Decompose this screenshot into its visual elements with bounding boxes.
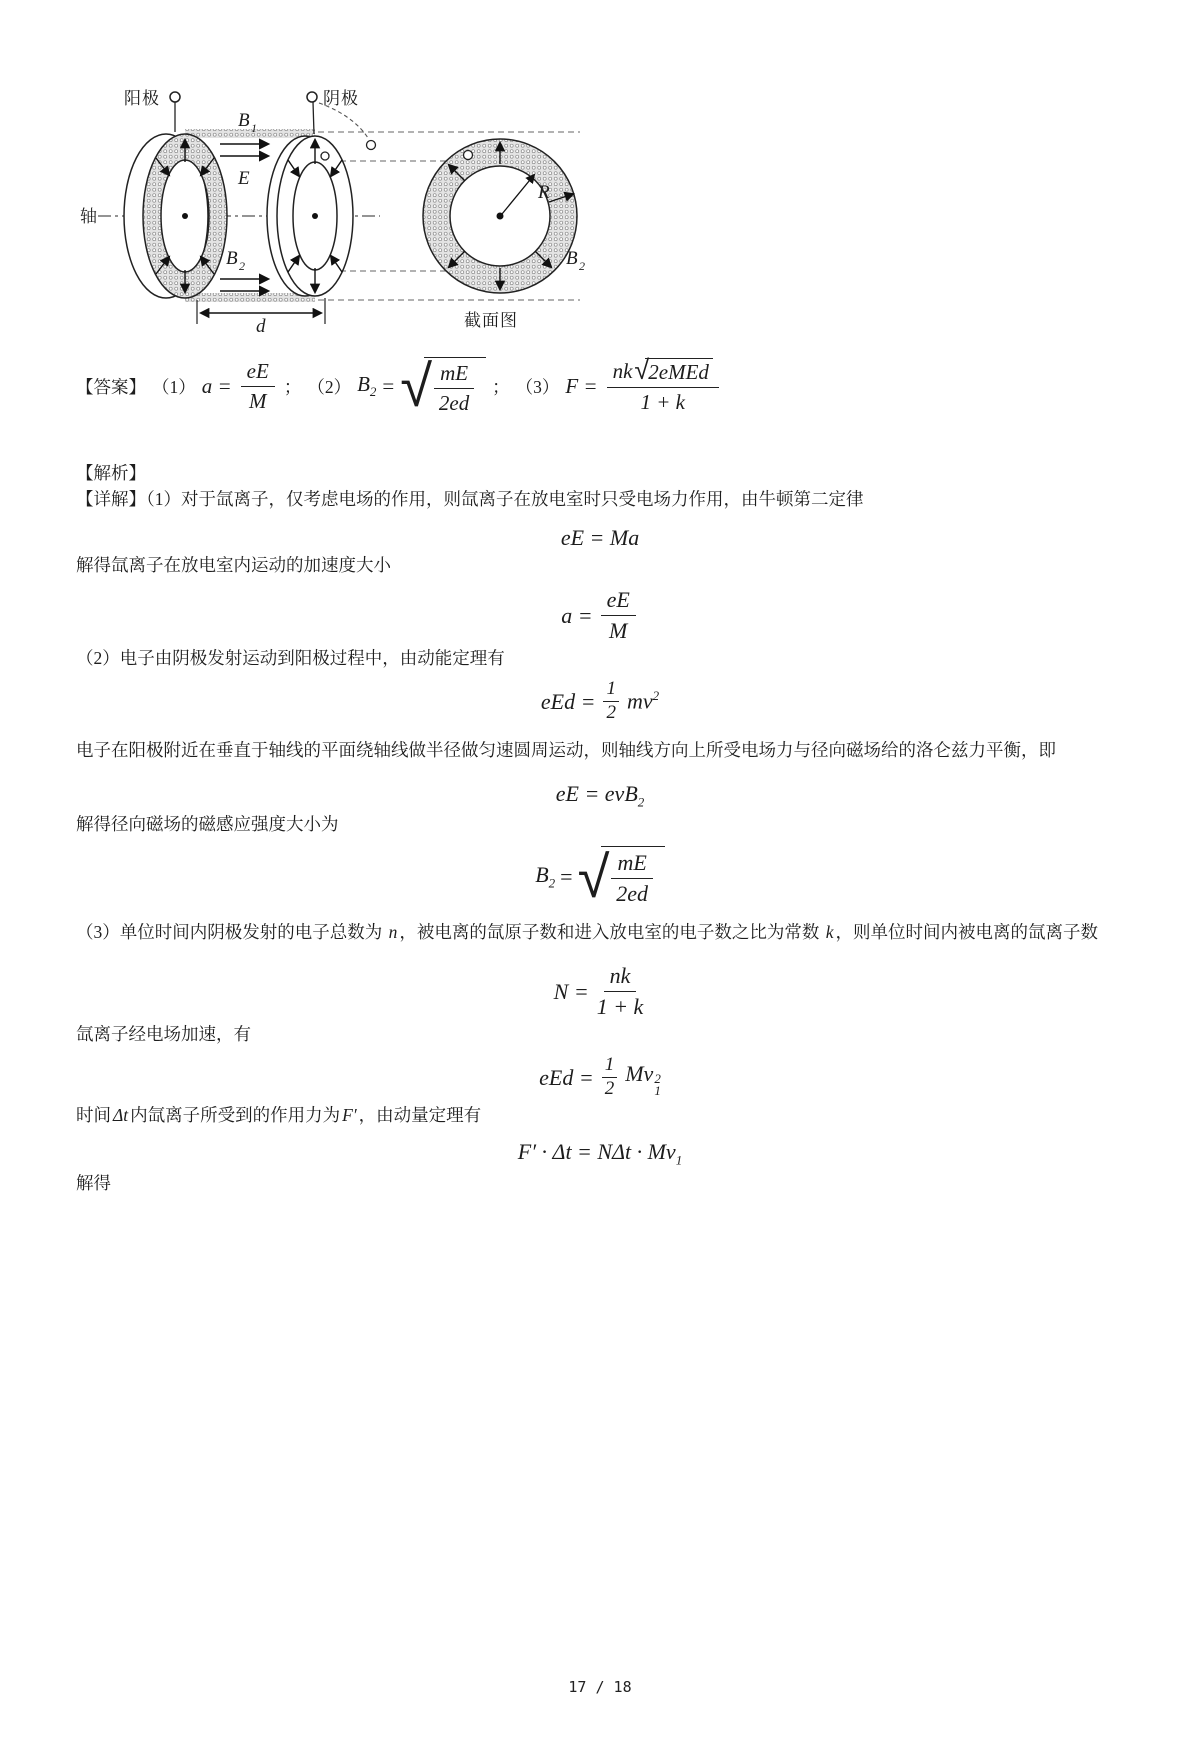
cross-section-caption: 截面图 xyxy=(464,311,518,330)
anode-terminal xyxy=(170,92,180,102)
text-run: 氙离子经电场加速，有 xyxy=(76,1024,251,1045)
radius-arrow xyxy=(502,175,534,214)
answer-line xyxy=(76,346,1124,426)
answer2-subscript: 2 xyxy=(369,384,377,400)
b2-arrows xyxy=(220,279,268,291)
denominator: 2 xyxy=(606,702,616,723)
answer1-denominator: M xyxy=(249,388,267,413)
answer2-fraction xyxy=(434,361,474,416)
text-run: 时间 xyxy=(76,1105,111,1126)
equation-kinetic-ion xyxy=(76,1054,1124,1101)
b2-label: B xyxy=(226,248,238,269)
anode-label: 阳极 xyxy=(124,89,160,108)
electron-path-dashed xyxy=(319,103,368,138)
cylinder-top-wall xyxy=(185,129,315,138)
numerator: nk xyxy=(604,963,637,992)
text-run: ，由动量定理有 xyxy=(358,1105,482,1126)
answer-tag: 【答案】 xyxy=(76,376,146,397)
answer2-sqrt xyxy=(400,352,486,420)
equation-b2-fraction xyxy=(611,850,652,907)
equation-kinetic-electron xyxy=(76,678,1124,725)
answer2-denominator: 2ed xyxy=(438,390,470,415)
left-ring-center-dot xyxy=(182,213,188,219)
answer-part2-label: （2） xyxy=(307,376,352,397)
electron-dot-2 xyxy=(321,152,329,160)
numerator: mE xyxy=(611,850,652,879)
equation-impulse xyxy=(76,1139,1124,1168)
superscript: 2 xyxy=(652,688,660,704)
subscript: 1 xyxy=(675,1152,683,1168)
equation-acceleration-fraction xyxy=(601,587,636,644)
inline-math: k xyxy=(825,922,834,943)
text-run: 电子在阳极附近在垂直于轴线的平面绕轴线做半径做匀速圆周运动，则轴线方向上所受电场力与径向磁场给的洛仑兹力平衡，即 xyxy=(76,740,1056,760)
paragraph-detail-2 xyxy=(76,551,1124,579)
equation-force-balance xyxy=(76,781,1124,810)
text-run: 【详解】（1）对于氙离子，仅考虑电场的作用，则氙离子在放电室时只受电场力作用，由牛顿第二定律 xyxy=(76,489,864,509)
equation-ion-count xyxy=(76,963,1124,1020)
stacked-supsub xyxy=(654,1070,661,1098)
radical-sign: √ xyxy=(634,355,650,386)
equation-impulse-body: $F' \cdot \Delta t = N\Delta t \cdot Mv_1$ xyxy=(517,1139,683,1168)
equation-ke-ion-tail: Mv 2 1 xyxy=(625,1060,661,1098)
answer-separator-1: ； xyxy=(283,376,302,397)
text-run: （3）单位时间内阴极发射的电子总数为 xyxy=(76,922,387,943)
page-number: 17 / 18 xyxy=(568,1678,632,1696)
paragraph-detail-5 xyxy=(76,810,1124,838)
answer3-denominator: 1 + k xyxy=(640,389,685,414)
equation-ke-tail: $mv^2$ xyxy=(626,688,660,714)
equation-newton xyxy=(76,525,1124,551)
subscript: 2 xyxy=(548,875,556,891)
answer2-numerator: mE xyxy=(434,361,474,389)
b1-subscript: 1 xyxy=(251,121,257,135)
text-run: （2）电子由阴极发射运动到阳极过程中，由动能定理有 xyxy=(76,648,505,668)
radius-label: R xyxy=(538,182,550,203)
numerator: 1 xyxy=(602,1054,618,1078)
answer3-sqrt xyxy=(634,355,712,386)
e-field-label: E xyxy=(238,168,250,189)
denominator: 2ed xyxy=(616,881,648,907)
one-half-fraction xyxy=(602,1054,618,1101)
text-run: 解得径向磁场的磁感应强度大小为 xyxy=(76,814,339,835)
electron-dot-3 xyxy=(464,151,473,160)
superscript: 2 xyxy=(654,1070,661,1086)
figure-svg xyxy=(80,66,644,336)
analysis-tag: 【解析】 xyxy=(76,463,146,483)
cathode-label: 阴极 xyxy=(323,89,359,108)
numerator: eE xyxy=(601,587,636,616)
answer1-fraction xyxy=(241,359,275,414)
equation-b2-lhs: $B_2$ xyxy=(535,862,556,891)
answer-part3-label: （3） xyxy=(515,376,560,397)
equation-count-lhs: N = xyxy=(553,978,589,1004)
answer3-radicand: 2eMEd xyxy=(645,358,713,385)
answer3-lhs: F = xyxy=(565,373,598,398)
paragraph-detail-6 xyxy=(76,907,1124,957)
equation-count-fraction xyxy=(597,963,644,1020)
answer3-fraction xyxy=(607,355,719,415)
text-run: ，被电离的氙原子数和进入放电室的电子数之比为常数 xyxy=(399,922,824,943)
answer1-numerator: eE xyxy=(241,359,275,387)
radical-sign: √ xyxy=(577,842,610,911)
answer3-numerator-prefix: nk xyxy=(612,358,633,383)
answer2-lhs: $B_2$ xyxy=(357,371,377,400)
denominator: 2 xyxy=(604,1078,615,1100)
cathode-terminal xyxy=(307,92,317,102)
equation-ke-lhs: eEd = xyxy=(540,688,596,714)
d-label: d xyxy=(256,316,266,336)
paragraph-detail-4 xyxy=(76,725,1124,775)
text-run: 解得 xyxy=(76,1172,111,1193)
radical-sign: √ xyxy=(400,352,433,420)
one-half-fraction xyxy=(603,678,619,725)
equation-ke-ion-lhs: eEd = xyxy=(539,1064,594,1090)
b2-subscript: 2 xyxy=(239,259,245,273)
b2-cross-subscript: 2 xyxy=(579,259,585,273)
b1-arrows xyxy=(220,144,268,156)
paragraph-detail-1 xyxy=(76,485,1124,513)
paragraph-detail-8 xyxy=(76,1101,1124,1129)
b1-label: B xyxy=(238,110,250,131)
equation-acceleration-lhs: a = xyxy=(561,602,593,628)
inline-math: Δt xyxy=(113,1105,129,1126)
paragraph-detail-7 xyxy=(76,1020,1124,1048)
apparatus-figure xyxy=(80,66,644,336)
subscript: 2 xyxy=(637,794,645,810)
denominator: 1 + k xyxy=(596,994,644,1020)
answer-part1-label: （1） xyxy=(152,376,196,397)
text-run: ，则单位时间内被电离的氙离子数 xyxy=(835,922,1099,943)
paragraph-detail-3 xyxy=(76,644,1124,672)
equation-b2 xyxy=(76,842,1124,911)
denominator: M xyxy=(609,618,628,643)
numerator: 1 xyxy=(603,678,619,702)
subscript: 1 xyxy=(654,1082,661,1098)
inline-math: n xyxy=(388,922,398,943)
answer2-equals: = xyxy=(382,373,395,398)
document-page xyxy=(0,66,1200,1197)
b2-cross-label: B xyxy=(566,248,578,269)
inline-math: F′ xyxy=(342,1105,357,1126)
right-ring-center-dot xyxy=(312,213,318,219)
equation-b2-sqrt xyxy=(577,842,665,911)
electron-dot-1 xyxy=(367,141,376,150)
equals-sign: = xyxy=(560,863,573,889)
equation-acceleration xyxy=(76,587,1124,644)
equation-newton-body: eE = Ma xyxy=(560,525,640,550)
equation-balance-body: eE = evB$_2$ xyxy=(555,781,645,810)
answer-separator-2: ； xyxy=(492,376,510,397)
text-run: 内氙离子所受到的作用力为 xyxy=(130,1105,341,1126)
answer1-lhs: a = xyxy=(201,373,232,398)
paragraph-detail-9 xyxy=(76,1169,1124,1197)
text-run: 解得氙离子在放电室内运动的加速度大小 xyxy=(76,555,391,575)
axis-label: 轴 xyxy=(80,207,98,226)
